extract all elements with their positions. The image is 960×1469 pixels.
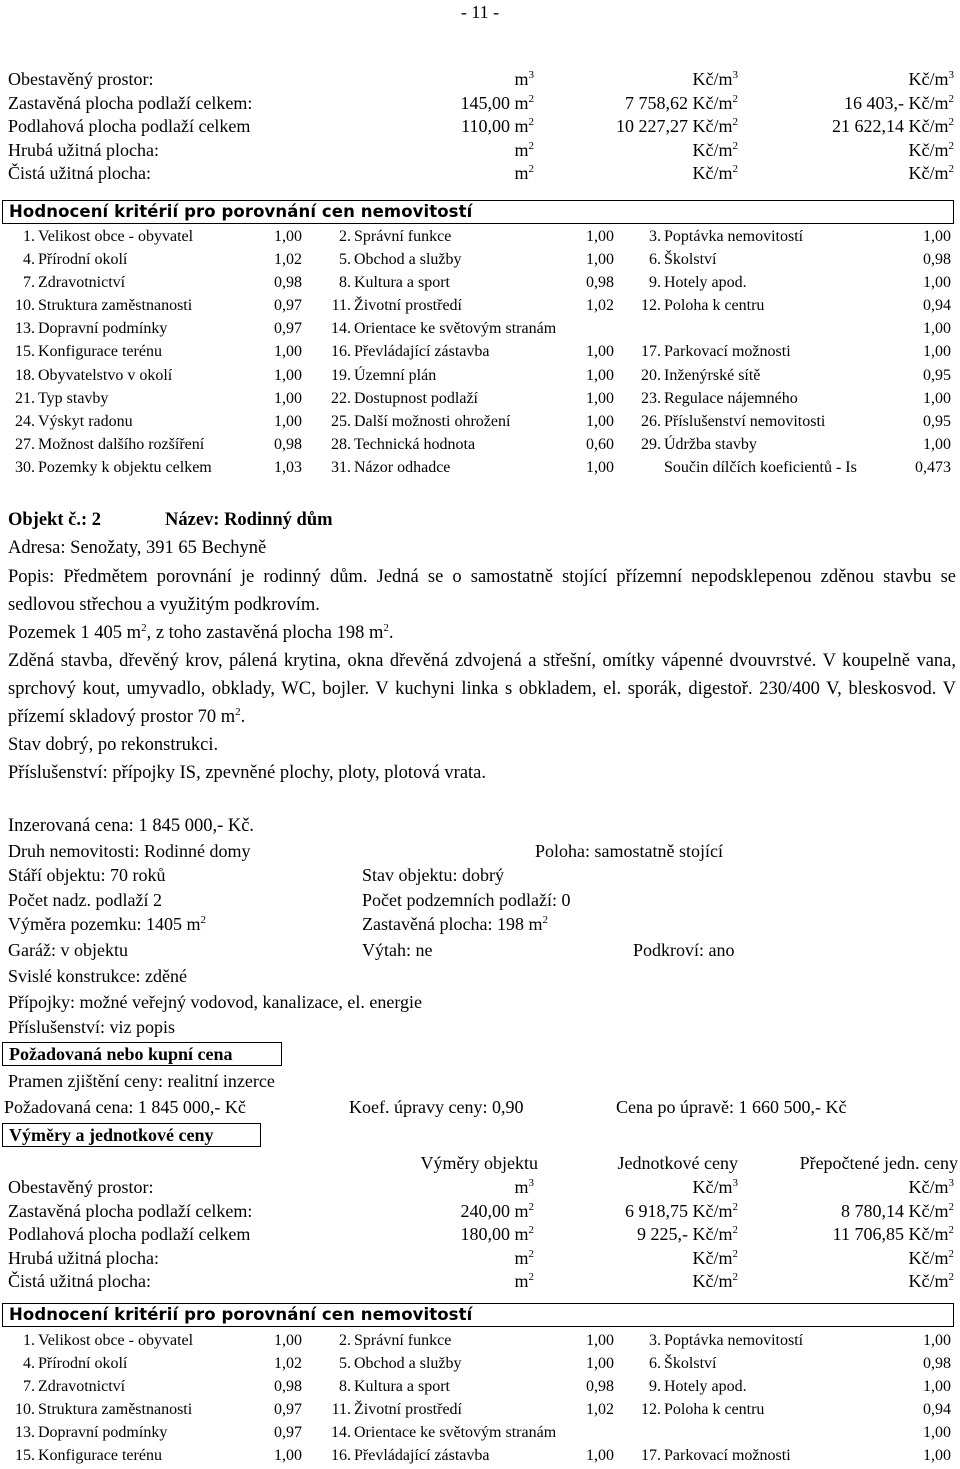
criteria-table-1 [8,225,953,479]
unit-price-cell: 10 227,27 $Kč/m^2$ [616,116,738,137]
adjusted-price-cell: $Kč/m^2$ [908,1247,954,1268]
criterion-value: 0,97 [274,297,302,315]
criteria-row [8,1352,953,1375]
unit-price-cell: $Kč/m^2$ [692,1247,738,1268]
criterion-value: 1,00 [274,343,302,361]
criterion-number: 16. [331,343,351,361]
criterion-value: 1,00 [586,1332,614,1349]
criteria-row [8,433,953,456]
criterion-value: 1,00 [274,228,302,245]
unit-price-cell: 7 758,62 $Kč/m^2$ [625,92,738,113]
criterion-number: 10. [15,297,35,315]
criterion-label: Velikost obce - obyvatel [38,1332,194,1349]
criterion-value: 0,94 [923,1401,951,1419]
object-condition: Stav objektu: dobrý [362,865,504,885]
criterion-label: Přírodní okolí [38,1355,128,1373]
area-cell: 240,00 $m^2$ [460,1200,534,1221]
area-cell: $m^2$ [514,139,534,160]
row-label: Zastavěná plocha podlaží celkem: [8,92,253,113]
criterion-number: 11. [331,1401,351,1419]
criterion-number: 23. [641,389,661,407]
criterion-value: 1,00 [586,1447,614,1465]
location: Poloha: samostatně stojící [535,841,723,861]
criterion-label: Typ stavby [38,389,109,407]
criterion-number: 21. [15,389,35,407]
criterion-value: 0,98 [274,1378,302,1396]
description-text: Popis: Předmětem porovnání je rodinný dům. Jedná se o samostatně stojící přízemní nepodsklepenou zděnou stavbu se sedlovou střechou a využitým podkrovím. [8,567,956,615]
criterion-label: Další možnosti ohrožení [354,412,511,430]
adjusted-price-cell: 21 622,14 $Kč/m^2$ [832,116,954,137]
criterion-value: 1,00 [923,320,951,338]
price-source: Pramen zjištění ceny: realitní inzerce [8,1071,275,1091]
criterion-label: Údržba stavby [664,435,757,453]
object-address: Adresa: Senožaty, 391 65 Bechyně [8,538,267,558]
criterion-number: 22. [331,389,351,407]
criterion-number: 27. [15,435,35,453]
criterion-value: 0,97 [274,1424,302,1442]
state-text: Stav dobrý, po rekonstrukci. [8,735,219,755]
table-row [8,162,954,186]
criterion-label: Orientace ke světovým stranám [354,1424,557,1442]
criterion-number: 6. [649,1355,661,1373]
criterion-label: Poloha k centru [664,297,765,315]
criterion-label: Převládající zástavba [354,1447,490,1465]
criterion-label: Velikost obce - obyvatel [38,228,194,245]
object-age: Stáří objektu: 70 roků [8,865,166,885]
criterion-value: 1,00 [923,1332,951,1349]
criterion-label: Životní prostředí [354,297,462,315]
criteria-heading-1: Hodnocení kritérií pro porovnání cen nemovitostí [2,200,954,224]
criterion-label: Dopravní podmínky [38,320,168,338]
criterion-number: 28. [331,435,351,453]
criterion-label: Přírodní okolí [38,251,128,269]
criterion-number: 7. [23,274,35,292]
row-label: Čistá užitná plocha: [8,1271,151,1292]
criterion-value: 1,02 [274,1355,302,1373]
area-cell: $m^2$ [514,1247,534,1268]
criterion-label: Dostupnost podlaží [354,389,478,407]
garage: Garáž: v objektu [8,940,128,960]
criterion-number: 5. [339,1355,351,1373]
accessories-2: Příslušenství: viz popis [8,1017,176,1037]
table-row [8,115,954,139]
criterion-number: 12. [641,1401,661,1419]
asked-price: Požadovaná cena: 1 845 000,- Kč [4,1097,246,1117]
criterion-value: 1,00 [923,228,951,245]
criterion-label: Parkovací možnosti [664,343,791,361]
criterion-label: Správní funkce [354,228,452,245]
criteria-heading-2: Hodnocení kritérií pro porovnání cen nemovitostí [2,1303,954,1327]
criterion-number: 4. [23,1355,35,1373]
criterion-number: 15. [15,1447,35,1465]
table-row [8,92,954,116]
criterion-value: 1,03 [274,458,302,476]
criterion-number: 10. [15,1401,35,1419]
criterion-number: 3. [649,1332,661,1349]
criterion-value: 0,98 [586,1378,614,1396]
header-cell: Přepočtené jedn. ceny [799,1153,958,1173]
criterion-number: 8. [339,1378,351,1396]
criterion-label: Obchod a služby [354,251,462,269]
criterion-value: 1,00 [923,1447,951,1465]
criteria-row [8,456,953,479]
adjusted-price-cell: $Kč/m^2$ [908,139,954,160]
criterion-label: Struktura zaměstnanosti [38,297,193,315]
area-cell: 110,00 $m^2$ [461,116,534,137]
criterion-label: Poptávka nemovitostí [664,228,804,245]
area-cell: $m^2$ [514,163,534,184]
criterion-label: Školství [664,1355,717,1373]
criterion-number: 2. [339,228,351,245]
object-description [8,563,956,787]
criterion-value: 1,00 [586,412,614,430]
criterion-label: Součin dílčích koeficientů - Is [664,458,857,476]
criterion-number: 17. [641,343,661,361]
criterion-value: 0,95 [923,366,951,384]
criterion-value: 0,473 [915,458,951,476]
criterion-value: 1,00 [586,458,614,476]
table-row [8,1247,954,1271]
criteria-row [8,1398,953,1421]
unit-price-table-2 [8,1150,958,1294]
criterion-label: Poloha k centru [664,1401,765,1419]
criterion-label: Územní plán [354,366,437,384]
criterion-value: 1,00 [923,1424,951,1442]
row-label: Hrubá užitná plocha: [8,139,159,160]
criterion-number: 6. [649,251,661,269]
unit-price-cell: $Kč/m^2$ [692,1271,738,1292]
land-text: Pozemek 1 405 $m^2$, z toho zastavěná plocha 198 $m^2$. [8,621,394,643]
table-row [8,1176,954,1200]
table-row [8,1200,954,1224]
criterion-value: 0,94 [923,297,951,315]
row-label: Hrubá užitná plocha: [8,1247,159,1268]
adjusted-price-cell: 16 403,- $Kč/m^2$ [844,92,954,113]
unit-price-cell: $Kč/m^3$ [692,1177,738,1197]
criterion-value: 1,00 [274,389,302,407]
criterion-value: 0,97 [274,1401,302,1419]
area-cell: $m^3$ [514,69,534,89]
criterion-value: 1,00 [923,435,951,453]
area-cell: 180,00 $m^2$ [460,1224,534,1245]
criteria-row [8,294,953,317]
criterion-value: 1,00 [274,1447,302,1465]
area-cell: $m^3$ [514,1177,534,1197]
criterion-number: 1. [23,1332,35,1349]
criterion-number: 13. [15,320,35,338]
criterion-value: 0,97 [274,320,302,338]
adjusted-price-cell: 11 706,85 $Kč/m^2$ [832,1224,954,1245]
object-name: Název: Rodinný dům [165,510,333,530]
accessories-text: Příslušenství: přípojky IS, zpevněné plochy, ploty, plotová vrata. [8,763,487,783]
criteria-row [8,1421,953,1444]
criterion-value: 1,00 [586,1355,614,1373]
criterion-number: 19. [331,366,351,384]
criterion-number: 11. [331,297,351,315]
header-cell: Jednotkové ceny [617,1153,738,1173]
criteria-row [8,1375,953,1398]
criterion-label: Kultura a sport [354,1378,450,1396]
adjusted-price-cell: $Kč/m^2$ [908,1271,954,1292]
table-row [8,1223,954,1247]
construction-text: Zděná stavba, dřevěný krov, pálená krytina, okna dřevěná zdvojená a střešní, omítky vápenné dvouvrstvé. V koupelně vana, sprchový kout, umyvadlo, obklady, WC, bojler. V kuchyni linka s obkladem, el. sporák, digestoř. 230/400 V, bleskosvod. V přízemí skladový prostor 70 $m^2$. [8,651,956,727]
criterion-label: Inženýrské sítě [664,366,761,384]
criterion-number: 8. [339,274,351,292]
criterion-number: 12. [641,297,661,315]
criterion-label: Obyvatelstvo v okolí [38,366,173,384]
criteria-row [8,225,953,248]
criterion-number: 30. [15,458,35,476]
criteria-table-2 [8,1329,953,1468]
criteria-row [8,317,953,340]
criterion-value: 0,98 [923,1355,951,1373]
criterion-label: Hotely apod. [664,274,747,292]
criterion-label: Příslušenství nemovitosti [664,412,826,430]
walls: Svislé konstrukce: zděné [8,966,187,986]
criterion-label: Zdravotnictví [38,274,126,292]
lift: Výtah: ne [362,940,433,960]
header-cell: Výměry objektu [420,1153,538,1173]
built-area: Zastavěná plocha: 198 $m^2$ [362,914,548,934]
criterion-number: 24. [15,412,35,430]
criterion-label: Konfigurace terénu [38,1447,162,1465]
table-row [8,139,954,163]
criteria-row [8,387,953,410]
criterion-label: Technická hodnota [354,435,476,453]
criterion-label: Školství [664,251,717,269]
criterion-value: 1,02 [586,1401,614,1419]
area-cell: $m^2$ [514,1271,534,1292]
criteria-row [8,364,953,387]
criterion-value: 1,00 [923,343,951,361]
criterion-number: 18. [15,366,35,384]
criterion-number: 15. [15,343,35,361]
criterion-number: 16. [331,1447,351,1465]
criterion-value: 0,98 [274,435,302,453]
criterion-label: Převládající zástavba [354,343,490,361]
criterion-label: Hotely apod. [664,1378,747,1396]
table-row [8,1270,954,1294]
criterion-number: 26. [641,412,661,430]
criterion-value: 0,98 [274,274,302,292]
unit-price-cell: $Kč/m^3$ [692,69,738,89]
criterion-number: 2. [339,1332,351,1349]
criterion-label: Možnost dalšího rozšíření [38,435,205,453]
adjusted-price-cell: 8 780,14 $Kč/m^2$ [841,1200,954,1221]
connections: Přípojky: možné veřejný vodovod, kanalizace, el. energie [8,992,423,1012]
criterion-value: 1,00 [923,1378,951,1396]
criterion-label: Poptávka nemovitostí [664,1332,804,1349]
criterion-label: Dopravní podmínky [38,1424,168,1442]
coefficient: Koef. úpravy ceny: 0,90 [349,1097,524,1117]
criterion-number: 31. [331,458,351,476]
criterion-label: Pozemky k objektu celkem [38,458,212,476]
criterion-label: Konfigurace terénu [38,343,162,361]
criteria-row [8,248,953,271]
unit-price-cell: $Kč/m^2$ [692,163,738,184]
unit-price-cell: 9 225,- $Kč/m^2$ [637,1224,738,1245]
row-label: Obestavěný prostor: [8,69,154,89]
adjusted-price-cell: $Kč/m^3$ [908,1177,954,1197]
criteria-row [8,1329,953,1352]
criterion-label: Kultura a sport [354,274,450,292]
criterion-value: 0,98 [586,274,614,292]
criterion-label: Struktura zaměstnanosti [38,1401,193,1419]
criteria-row [8,410,953,433]
criterion-label: Zdravotnictví [38,1378,126,1396]
criterion-label: Regulace nájemného [664,389,798,407]
criterion-label: Obchod a služby [354,1355,462,1373]
criterion-label: Správní funkce [354,1332,452,1349]
area-cell: 145,00 $m^2$ [460,92,534,113]
land-area: Výměra pozemku: 1405 $m^2$ [8,914,206,934]
criterion-value: 0,60 [586,435,614,453]
criterion-value: 1,00 [274,412,302,430]
criteria-row [8,271,953,294]
floors-below: Počet podzemních podlaží: 0 [362,890,571,910]
page-number: - 11 - [460,2,500,22]
criterion-number: 17. [641,1447,661,1465]
criterion-value: 1,00 [923,274,951,292]
criterion-number: 25. [331,412,351,430]
unit-price-table-1 [8,68,954,186]
criterion-number: 9. [649,1378,661,1396]
criterion-number: 14. [331,1424,351,1442]
criterion-value: 1,00 [274,366,302,384]
criterion-value: 1,00 [586,366,614,384]
adjusted-price: Cena po úpravě: 1 660 500,- Kč [616,1097,847,1117]
row-label: Zastavěná plocha podlaží celkem: [8,1200,253,1221]
criterion-value: 1,00 [586,389,614,407]
criterion-number: 5. [339,251,351,269]
criterion-number: 13. [15,1424,35,1442]
row-label: Čistá užitná plocha: [8,163,151,184]
advertised-price: Inzerovaná cena: 1 845 000,- Kč. [8,816,255,836]
criterion-number: 3. [649,228,661,245]
criterion-number: 20. [641,366,661,384]
unit-price-cell: 6 918,75 $Kč/m^2$ [625,1200,738,1221]
object-number: Objekt č.: 2 [8,510,101,530]
row-label: Podlahová plocha podlaží celkem [8,116,251,137]
criterion-label: Názor odhadce [354,458,451,476]
criterion-value: 1,00 [586,343,614,361]
row-label: Podlahová plocha podlaží celkem [8,1224,251,1245]
criterion-value: 0,98 [923,251,951,269]
floors-above: Počet nadz. podlaží 2 [8,890,162,910]
price-heading: Požadovaná nebo kupní cena [2,1042,282,1066]
criterion-value: 1,02 [274,251,302,269]
property-type: Druh nemovitosti: Rodinné domy [8,841,251,861]
object-title [8,510,333,531]
criterion-label: Výskyt radonu [38,412,133,430]
row-label: Obestavěný prostor: [8,1177,154,1197]
criterion-number: 7. [23,1378,35,1396]
criterion-number: 4. [23,251,35,269]
criterion-number: 9. [649,274,661,292]
criterion-number: 1. [23,228,35,245]
criteria-row [8,1444,953,1467]
criterion-value: 1,00 [586,228,614,245]
criterion-label: Parkovací možnosti [664,1447,791,1465]
measures-heading: Výměry a jednotkové ceny [2,1123,261,1147]
criterion-label: Orientace ke světovým stranám [354,320,557,338]
attic: Podkroví: ano [633,940,735,960]
criterion-value: 1,00 [274,1332,302,1349]
criteria-row [8,340,953,363]
criterion-number: 29. [641,435,661,453]
criterion-value: 1,02 [586,297,614,315]
adjusted-price-cell: $Kč/m^3$ [908,69,954,89]
criterion-value: 1,00 [923,389,951,407]
table-header-row [8,1150,958,1176]
criterion-value: 1,00 [586,251,614,269]
criterion-label: Životní prostředí [354,1401,462,1419]
table-row [8,68,954,92]
criterion-value: 0,95 [923,412,951,430]
unit-price-cell: $Kč/m^2$ [692,139,738,160]
adjusted-price-cell: $Kč/m^2$ [908,163,954,184]
criterion-number: 14. [331,320,351,338]
